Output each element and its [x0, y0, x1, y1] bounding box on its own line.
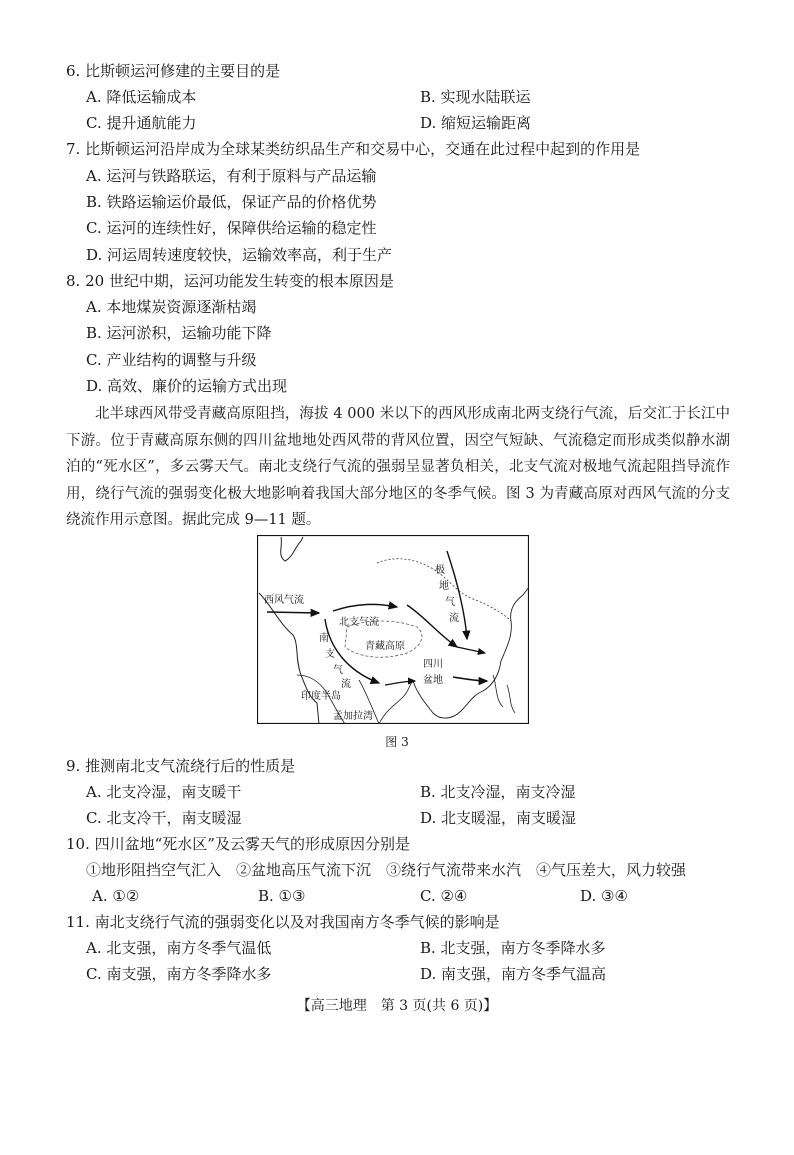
label-polar-4: 流: [449, 613, 459, 624]
question-10-stem: 10. 四川盆地“死水区”及云雾天气的形成原因分别是: [66, 835, 410, 853]
question-7-stem: 7. 比斯顿运河沿岸成为全球某类纺织品生产和交易中心，交通在此过程中起到的作用是: [66, 140, 641, 158]
question-9-stem: 9. 推测南北支气流绕行后的性质是: [66, 757, 296, 775]
question-6-option-c: C. 提升通航能力: [86, 114, 197, 132]
label-south-3: 气: [333, 665, 343, 676]
question-6-stem: 6. 比斯顿运河修建的主要目的是: [66, 62, 281, 80]
label-south-2: 支: [325, 649, 335, 660]
label-south-4: 流: [341, 679, 351, 690]
label-sichuan-1: 四川: [423, 659, 443, 670]
label-polar-1: 极: [435, 565, 445, 576]
page-footer: 【高三地理 第 3 页(共 6 页)】: [296, 998, 498, 1014]
question-11-option-a: A. 北支强，南方冬季气温低: [86, 939, 272, 957]
label-india: 印度半岛: [301, 691, 341, 702]
question-9-option-d: D. 北支暖湿，南支暖湿: [420, 809, 577, 827]
question-9-option-b: B. 北支冷湿，南支冷湿: [420, 783, 576, 801]
question-7-option-c: C. 运河的连续性好，保障供给运输的稳定性: [86, 219, 377, 237]
question-9-option-a: A. 北支冷湿，南支暖干: [86, 783, 242, 801]
label-north-branch: 北支气流: [339, 617, 379, 628]
question-6-option-d: D. 缩短运输距离: [420, 114, 532, 132]
question-10-option-a: A. ①②: [92, 887, 140, 905]
question-6-option-b: B. 实现水陆联运: [420, 88, 531, 106]
question-8-option-c: C. 产业结构的调整与升级: [86, 351, 257, 369]
map-frame: [258, 536, 529, 724]
label-polar-3: 气: [445, 597, 455, 608]
question-8-option-b: B. 运河淤积，运输功能下降: [86, 324, 272, 342]
question-7-option-b: B. 铁路运输运价最低，保证产品的价格优势: [86, 193, 377, 211]
figure-3-map: [257, 535, 529, 724]
question-11-stem: 11. 南北支绕行气流的强弱变化以及对我国南方冬季气候的影响是: [66, 913, 500, 931]
label-tibetan-plateau: 青藏高原: [365, 641, 405, 652]
question-10-option-c: C. ②④: [420, 887, 468, 905]
label-south-1: 南: [319, 633, 329, 644]
question-7-option-d: D. 河运周转速度较快，运输效率高，利于生产: [86, 246, 393, 264]
question-11-option-d: D. 南支强，南方冬季气温高: [420, 965, 607, 983]
label-sichuan-2: 盆地: [423, 675, 443, 686]
question-6-option-a: A. 降低运输成本: [86, 88, 197, 106]
question-11-option-b: B. 北支强，南方冬季降水多: [420, 939, 606, 957]
question-11-option-c: C. 南支强，南方冬季降水多: [86, 965, 272, 983]
question-10-option-d: D. ③④: [580, 887, 628, 905]
westerly-arrow: [267, 612, 319, 613]
question-8-stem: 8. 20 世纪中期，运河功能发生转变的根本原因是: [66, 272, 394, 290]
question-10-items: ①地形阻挡空气汇入 ②盆地高压气流下沉 ③绕行气流带来水汽 ④气压差大，风力较强: [86, 861, 687, 879]
question-7-option-a: A. 运河与铁路联运，有利于原料与产品运输: [86, 167, 377, 185]
question-9-option-c: C. 北支冷干，南支暖湿: [86, 809, 242, 827]
question-8-option-d: D. 高效、廉价的运输方式出现: [86, 377, 288, 395]
label-polar-2: 地: [439, 581, 449, 592]
question-8-option-a: A. 本地煤炭资源逐渐枯竭: [86, 298, 257, 316]
label-bengal: 孟加拉湾: [333, 711, 373, 722]
label-westerly: 西风气流: [264, 595, 304, 606]
question-10-option-b: B. ①③: [258, 887, 306, 905]
figure-caption: 图 3: [385, 735, 409, 749]
reading-passage: [66, 401, 730, 534]
passage-text: 北半球西风带受青藏高原阻挡，海拔 4 000 米以下的西风形成南北两支绕行气流，后交汇于长江中下游。位于青藏高原东侧的四川盆地地处西风带的背风位置，因空气短缺、气流稳定而形成类似静水湖泊的“死水区”，多云雾天气。南北支绕行气流的强弱呈显著负相关，北支气流对极地气流起阻挡导流作用，绕行气流的强弱变化极大地影响着我国大部分地区的冬季气候。图 3 为青藏高原对西风气流的分支绕流作用示意图。据此完成 9—11 题。: [66, 406, 730, 528]
